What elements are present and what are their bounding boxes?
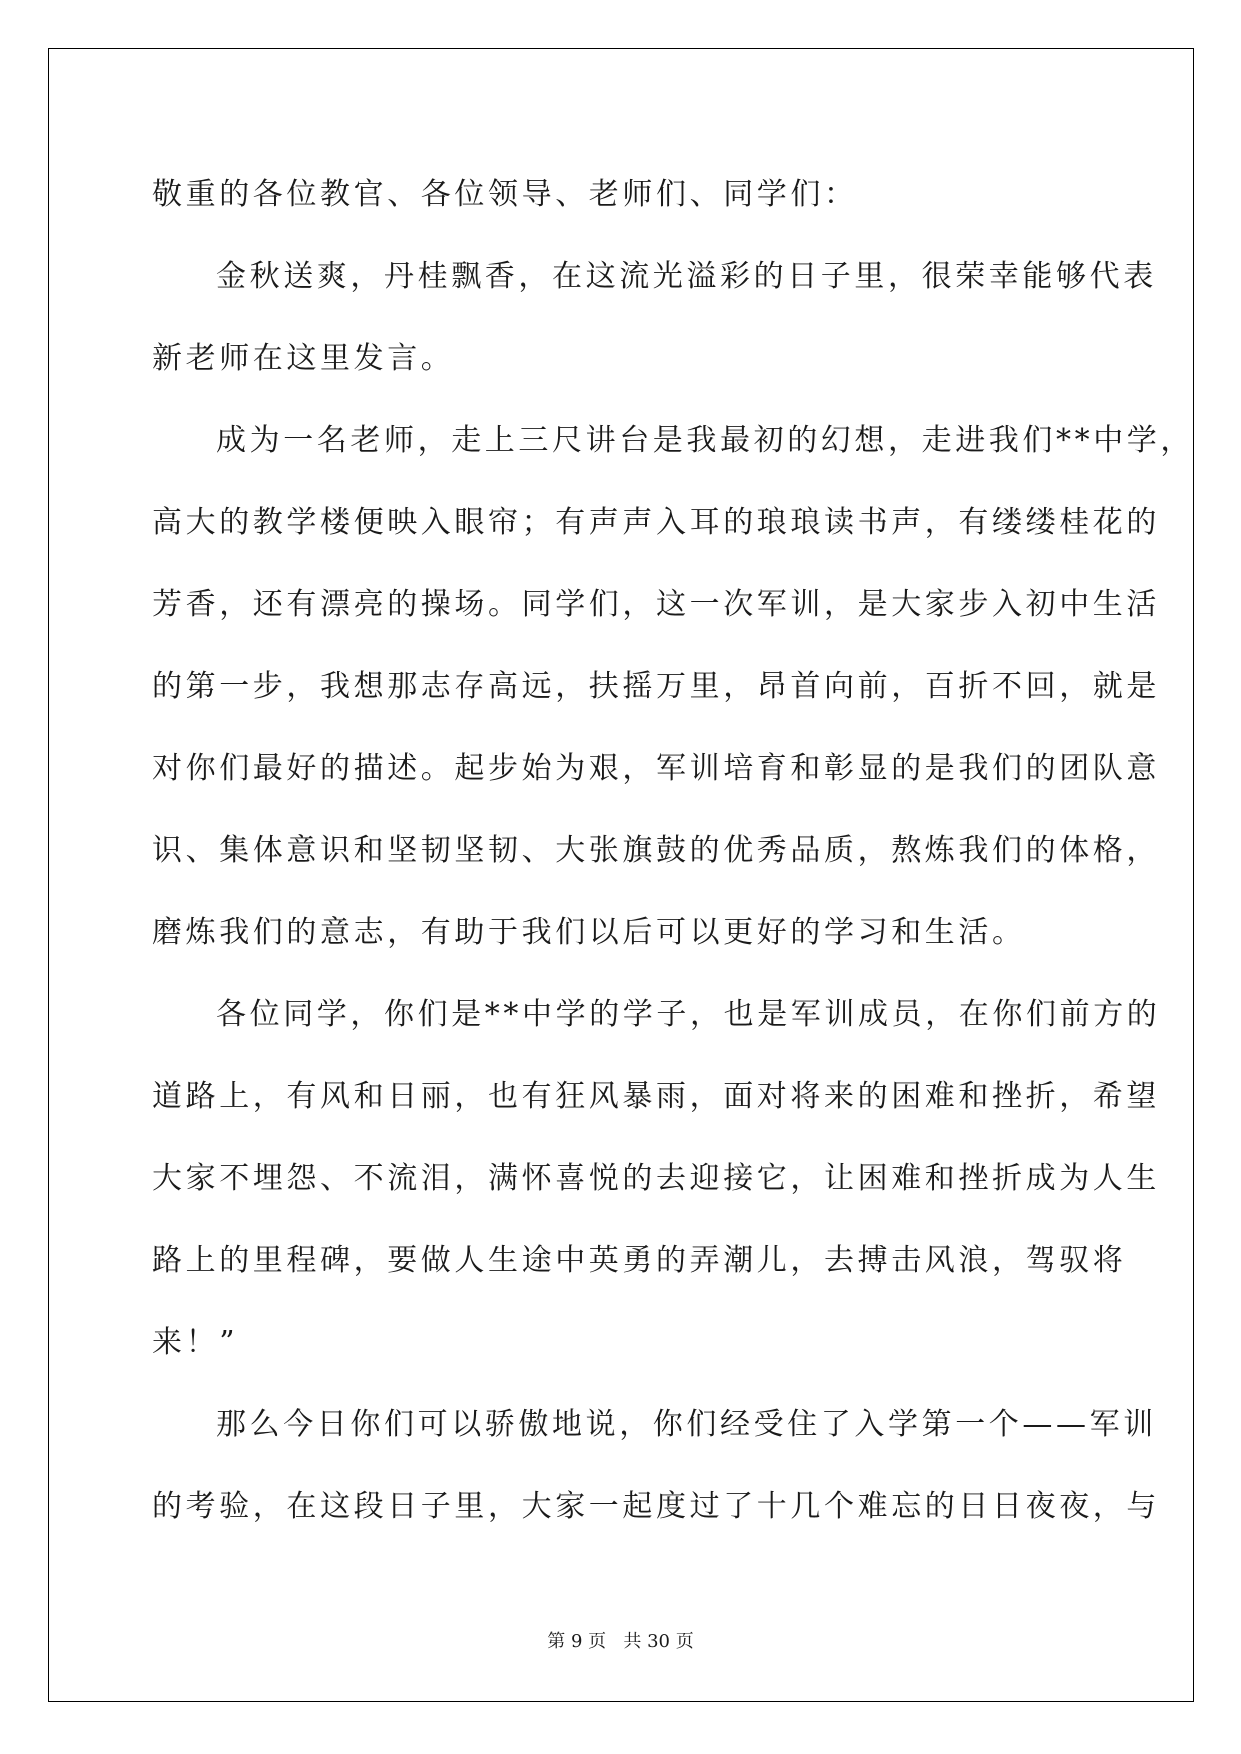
text-line-6: 芳香，还有漂亮的操场。同学们，这一次军训，是大家步入初中生活 bbox=[152, 587, 1160, 622]
text-line-17: 的考验，在这段日子里，大家一起度过了十几个难忘的日日夜夜，与 bbox=[152, 1489, 1160, 1524]
text-line-5: 高大的教学楼便映入眼帘；有声声入耳的琅琅读书声，有缕缕桂花的 bbox=[152, 505, 1160, 540]
text-line-14: 路上的里程碑，要做人生途中英勇的弄潮儿，去搏击风浪，驾驭将 bbox=[152, 1243, 1127, 1278]
page-footer bbox=[0, 1631, 1241, 1653]
text-line-4: 成为一名老师，走上三尺讲台是我最初的幻想，走进我们**中学， bbox=[216, 423, 1194, 458]
text-line-7: 的第一步，我想那志存高远，扶摇万里，昂首向前，百折不回，就是 bbox=[152, 669, 1160, 704]
text-line-8: 对你们最好的描述。起步始为艰，军训培育和彰显的是我们的团队意 bbox=[152, 751, 1160, 786]
text-line-3: 新老师在这里发言。 bbox=[152, 341, 455, 376]
text-line-2: 金秋送爽，丹桂飘香，在这流光溢彩的日子里，很荣幸能够代表 bbox=[216, 259, 1157, 294]
text-line-9: 识、集体意识和坚韧坚韧、大张旗鼓的优秀品质，熬炼我们的体格， bbox=[152, 833, 1160, 868]
text-line-11: 各位同学，你们是**中学的学子，也是军训成员，在你们前方的 bbox=[216, 997, 1161, 1032]
text-line-15: 来！” bbox=[152, 1325, 239, 1360]
text-line-13: 大家不埋怨、不流泪，满怀喜悦的去迎接它，让困难和挫折成为人生 bbox=[152, 1161, 1160, 1196]
text-line-10: 磨炼我们的意志，有助于我们以后可以更好的学习和生活。 bbox=[152, 915, 1026, 950]
page-total: 共 30 页 bbox=[623, 1631, 694, 1652]
page-number: 第 9 页 bbox=[547, 1631, 607, 1652]
text-line-1: 敬重的各位教官、各位领导、老师们、同学们： bbox=[152, 177, 858, 212]
text-line-12: 道路上，有风和日丽，也有狂风暴雨，面对将来的困难和挫折，希望 bbox=[152, 1079, 1160, 1114]
document-body bbox=[152, 154, 1194, 1548]
text-line-16: 那么今日你们可以骄傲地说，你们经受住了入学第一个——军训 bbox=[216, 1407, 1157, 1442]
